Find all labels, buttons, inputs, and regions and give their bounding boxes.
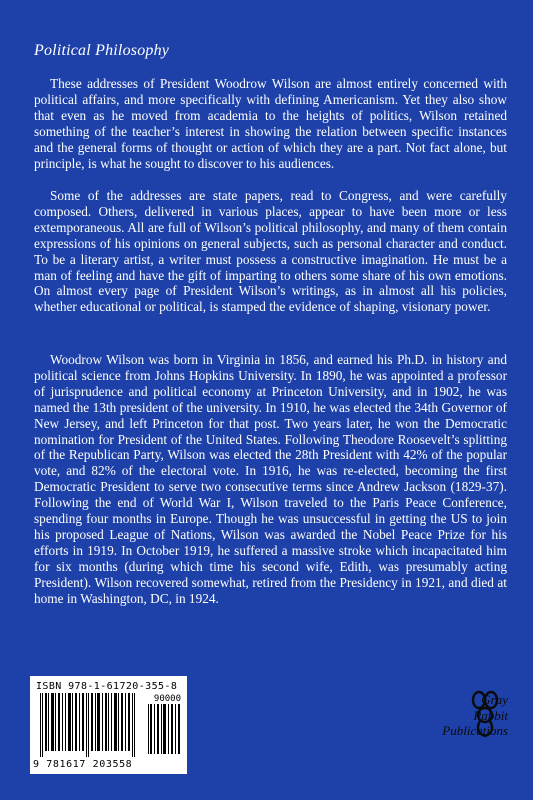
isbn-barcode [30,676,187,774]
isbn-label: ISBN 978-1-61720-355-8 [36,681,178,692]
description-paragraph-2: Some of the addresses are state papers, read to Congress, and were carefully composed. Others, delivered in various places, appear to have been more or less extemporaneous. All are full of Wilson’s political philosophy, and many of them contain expressions of his opinions on general subjects, such as personal character and conduct. To be a literary artist, a writer must possess a constructive imagination. He must be a man of feeling and have the gift of imparting to others some share of his own emotions. On almost every page of President Wilson’s writings, as in almost all his policies, whether educational or political, is stamped the evidence of shaping, visionary power. [34,188,507,315]
category-label: Political Philosophy [34,42,170,59]
description-paragraph-1: These addresses of President Woodrow Wilson are almost entirely concerned with political affairs, and more specifically with defining Americanism. Yet they also show that even as he moved from academia to the heights of politics, Wilson retained something of the teacher’s interest in showing the relation between specific instances and the general forms of thought or action of which they are a part. Not fact alone, but principle, is what he sought to discover to his audiences. [34,76,507,171]
publisher-line-3: Publications [442,723,508,738]
publisher-line-1: Gray [481,692,508,707]
price-addon-bars [148,704,182,754]
publisher-line-2: Rabbit [473,707,508,723]
rabbit-icon [468,690,502,740]
author-bio-paragraph: Woodrow Wilson was born in Virginia in 1856, and earned his Ph.D. in history and political science from Johns Hopkins University. In 1890, he was appointed a professor of jurisprudence and political economy at Princeton University, and in 1902, he was named the 13th president of the university. In 1910, he was elected the 34th Governor of New Jersey, and left Princeton for that post. Two years later, he won the Democratic nomination for President of the United States. Following Theodore Roosevelt’s splitting of the Republican Party, Wilson was elected the 28th President with 42% of the popular vote, and 82% of the electoral vote. In 1916, he was re-elected, becoming the first Democratic President to serve two consecutive terms since Andrew Jackson (1829-37). Following the end of World War I, Wilson traveled to the Paris Peace Conference, spending four months in Europe. Though he was unsuccessful in getting the US to join his proposed League of Nations, Wilson was awarded the Nobel Peace Prize for his efforts in 1919. In October 1919, he suffered a massive stroke which incapacitated him for six months (during which time his second wife, Edith, was presumably acting President). Wilson recovered somewhat, retired from the Presidency in 1921, and died at home in Washington, DC, in 1924. [34,352,507,606]
barcode-bars [40,693,140,757]
price-code: 90000 [153,694,181,704]
barcode-digits: 9 781617 203558 [33,759,133,770]
